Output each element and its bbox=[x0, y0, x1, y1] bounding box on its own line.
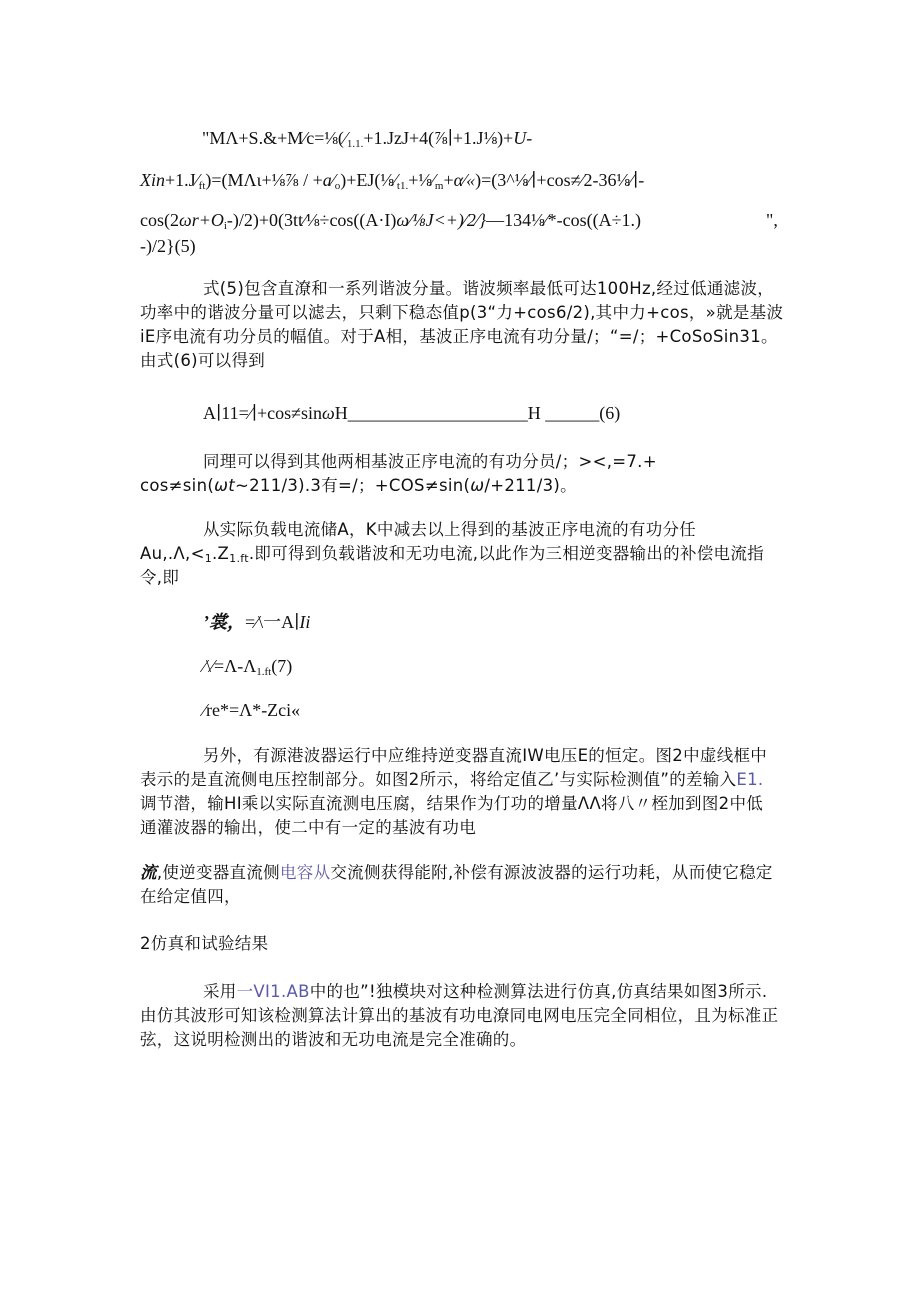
eq-text: H____________________H ______(6) bbox=[334, 403, 621, 423]
para-text: ,使逆变器直流侧 bbox=[156, 863, 280, 882]
eq-text: +1.JzJ+4(⅞∣+1.J⅛)+ bbox=[363, 128, 514, 148]
eq-sub: m bbox=[434, 180, 444, 192]
para-sub: 1 bbox=[204, 552, 213, 565]
paragraph-1-line-1: 式(5)包含直潦和一系列谐波分量。谐波频率最低可达100Hz,经过低通滤波， bbox=[203, 279, 775, 298]
eq-sub: i bbox=[223, 220, 227, 232]
eq-text: A∣11=⁄∣+cos≠sin bbox=[203, 403, 322, 423]
para-text: 交流侧获得能附,补偿有源波波器的运行功耗，从而使它稳定 bbox=[330, 863, 773, 882]
para-text: cos≠sin( bbox=[140, 476, 215, 495]
eq-text: Xin bbox=[140, 170, 165, 190]
eq-text: -)/2}(5) bbox=[140, 236, 196, 256]
paragraph-2-line-1: 同理可以得到其他两相基波正序电流的有功分员/；><,=7.+ bbox=[203, 452, 657, 471]
link-matlab[interactable]: 一VI1.AB bbox=[236, 982, 310, 1001]
paragraph-3-line-2 bbox=[140, 543, 764, 570]
eq-text: )=(3^⅛⁄∣+cos≠⁄2-36⅛⁄∣- bbox=[475, 170, 645, 190]
paragraph-1-line-3: iE序电流有功分员的幅值。对于A相，基波正序电流有功分量/；“=/；+CoSoSin31。 bbox=[140, 327, 778, 346]
equation-7-line-2 bbox=[203, 655, 292, 683]
eq-text: +1.J⁄ bbox=[165, 170, 199, 190]
link-e1[interactable]: E1. bbox=[736, 770, 764, 789]
eq-text: =⁄\一A∣ bbox=[245, 612, 300, 632]
eq-text: Ii bbox=[299, 612, 311, 632]
eq-text: ωr+O bbox=[179, 210, 224, 230]
paragraph-6-line-2: 由仿其波形可知该检测算法计算出的基波有功电潦同电网电压完全同相位，且为标准正 bbox=[140, 1006, 779, 1025]
link-capacitor[interactable]: 电容从 bbox=[279, 863, 331, 882]
paragraph-4-line-4: 通灌波器的输出，使二中有一定的基波有功电 bbox=[140, 818, 476, 837]
paragraph-4-line-1: 另外，有源港波器运行中应维持逆变器直流IW电压E的恒定。图2中虚线框中 bbox=[203, 746, 768, 765]
equation-5-line-2 bbox=[140, 169, 644, 197]
equation-7-line-1 bbox=[203, 611, 310, 633]
eq-text: )=(MΛι+⅛⅞ / + bbox=[205, 170, 323, 190]
paragraph-4-line-2 bbox=[140, 769, 763, 791]
eq-sub: ft bbox=[198, 180, 206, 192]
eq-text: a⁄ bbox=[322, 170, 335, 190]
paragraph-2-line-2 bbox=[140, 475, 577, 497]
para-text: /+211/3)。 bbox=[484, 476, 577, 495]
eq-text: ⁄re*=Λ*-Zci« bbox=[203, 700, 301, 720]
equation-5-line-1 bbox=[202, 127, 532, 155]
paragraph-5-line-2: 在给定值四， bbox=[140, 887, 241, 906]
eq-text: "MΛ+S.&+M⁄c=⅛(⁄ bbox=[202, 128, 347, 148]
eq-text: +⅛⁄ bbox=[408, 170, 435, 190]
eq-text: ⁄\⁄=Λ-Λ bbox=[203, 656, 257, 676]
paragraph-6-line-3: 弦，这说明检测出的谐波和无功电流是完全准确的。 bbox=[140, 1030, 527, 1049]
paragraph-3-line-1: 从实际负载电流储A，K中减去以上得到的基波正序电流的有功分任 bbox=[203, 520, 697, 539]
para-text: ω bbox=[470, 476, 485, 495]
equation-5-line-3 bbox=[140, 209, 641, 237]
paragraph-4-line-3: 调节潜，输HI乘以实际直流测电压腐，结果作为仃功的增量ΛΛ将八〃桎加到图2中低 bbox=[140, 794, 764, 813]
para-text: 表示的是直流侧电压控制部分。如图2所示，将给定值乙’与实际检测值”的差输入 bbox=[140, 770, 737, 789]
equation-7-line-3 bbox=[203, 699, 300, 721]
eq-sub: o bbox=[334, 180, 341, 192]
eq-text: (7) bbox=[271, 656, 293, 676]
para-text: .Z bbox=[212, 544, 230, 563]
para-text: 采用 bbox=[203, 982, 237, 1001]
eq-text: ω bbox=[322, 403, 335, 423]
eq-text: α⁄« bbox=[453, 170, 476, 190]
eq-sub: t1. bbox=[396, 180, 409, 192]
equation-5-line-3-tail bbox=[766, 209, 778, 231]
eq-text: -)/2)+0(3tt⁄⅛÷cos((A·I) bbox=[226, 210, 397, 230]
eq-sub: 1.ft bbox=[256, 666, 272, 678]
equation-5-line-4 bbox=[140, 235, 196, 257]
eq-text: ω⁄⅛J<+)⁄2⁄} bbox=[396, 210, 487, 230]
paragraph-6-line-1 bbox=[203, 981, 767, 1003]
eq-text: —134⅛⁄*-cos((A÷1.) bbox=[486, 210, 641, 230]
para-text: ωt bbox=[214, 476, 235, 495]
para-text: 中的也”!独模块对这种检测算法进行仿真,仿真结果如图3所示. bbox=[309, 982, 768, 1001]
eq-sub: 1.1. bbox=[346, 138, 364, 150]
para-text: Au,.Λ,< bbox=[140, 544, 205, 563]
para-sub: 1.ft bbox=[229, 552, 249, 565]
eq-text: )+EJ(⅛⁄ bbox=[340, 170, 397, 190]
para-text: ~211/3).3有=/；+COS≠sin( bbox=[234, 476, 471, 495]
para-text: .即可得到负载谐波和无功电流,以此作为三相逆变器输出的补偿电流指 bbox=[248, 544, 764, 563]
paragraph-1-line-4: 由式(6)可以得到 bbox=[140, 351, 266, 370]
eq-text: U- bbox=[513, 128, 533, 148]
eq-text: ", bbox=[766, 210, 778, 230]
paragraph-3-line-3: 令,即 bbox=[140, 568, 180, 587]
paragraph-1-line-2: 功率中的谐波分量可以滤去，只剩下稳态值p(3“力+cos6/2),其中力+cos，»就是基波 bbox=[140, 303, 784, 322]
para-text: 流 bbox=[140, 863, 157, 882]
eq-text: cos(2 bbox=[140, 210, 179, 230]
section-heading: 2仿真和试验结果 bbox=[140, 934, 269, 953]
eq-text: + bbox=[443, 170, 454, 190]
eq-text: ’裳， bbox=[203, 612, 245, 632]
equation-6 bbox=[203, 402, 620, 424]
paragraph-5-line-1 bbox=[140, 862, 773, 884]
